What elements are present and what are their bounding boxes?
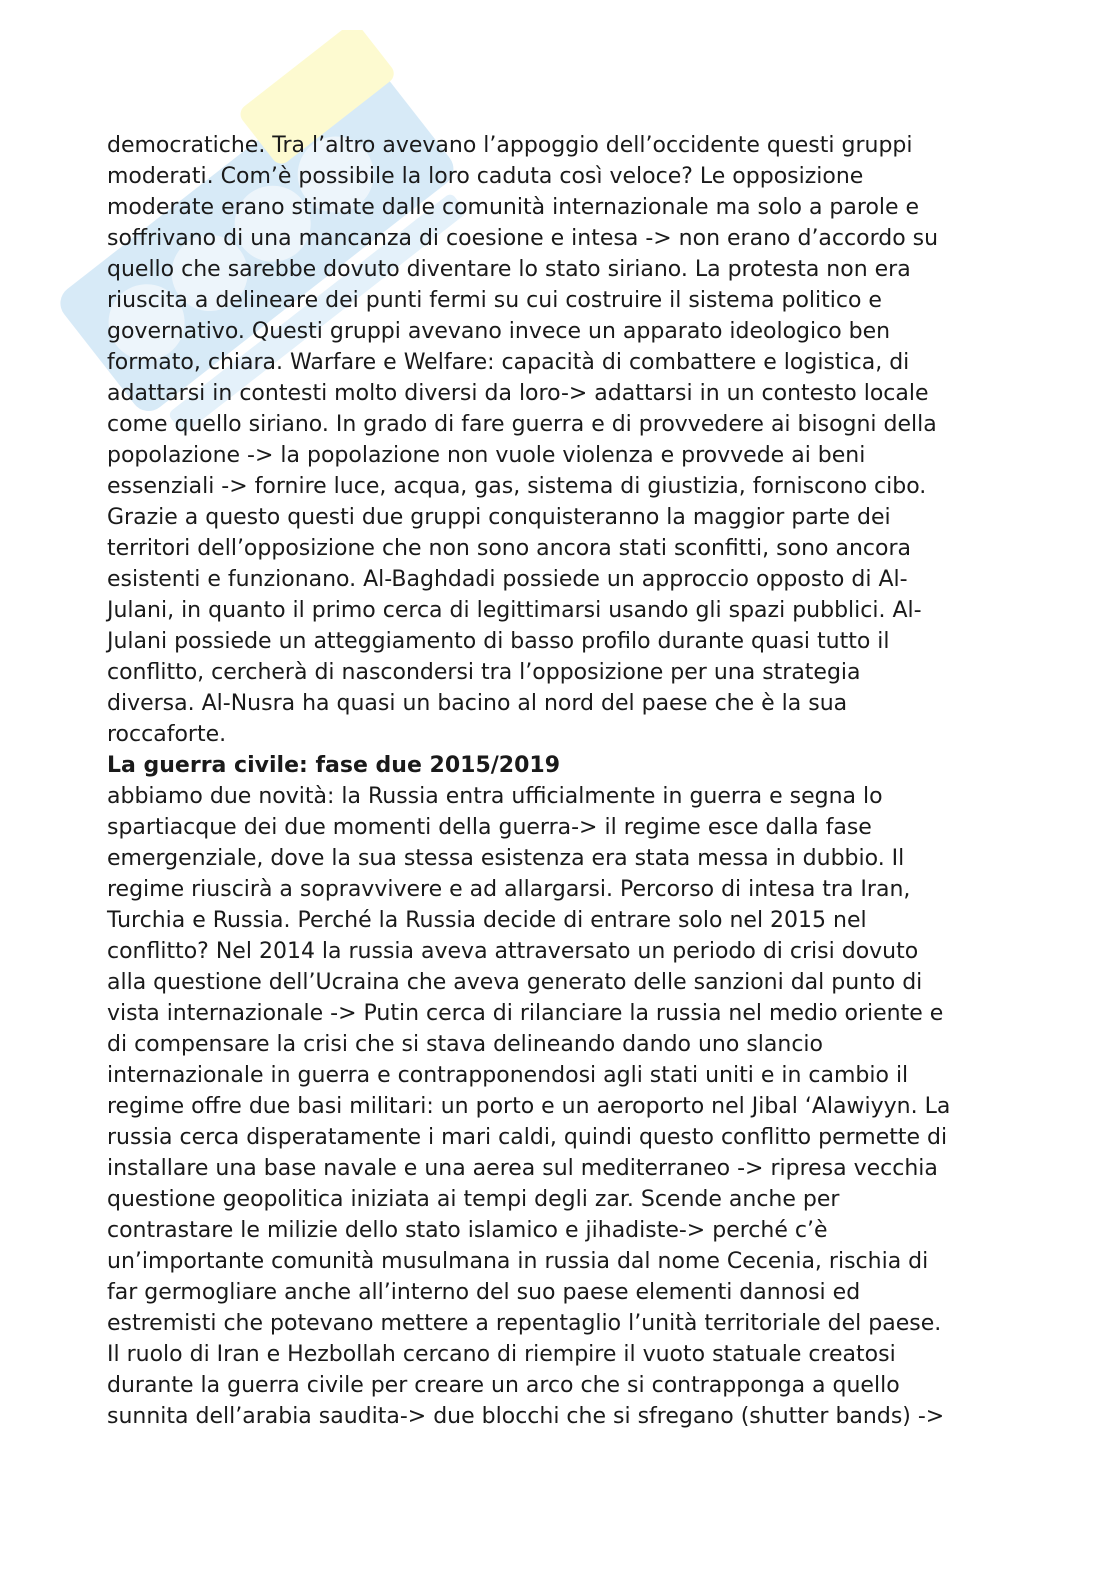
- paragraph-2: abbiamo due novità: la Russia entra ufficialmente in guerra e segna lo spartiacque dei due momenti della guerra-> il regime esce dalla fase emergenziale, dove la sua stessa esistenza era stata messa in dubbio. Il regime riuscirà a sopravvivere e ad allargarsi. Percorso di intesa tra Iran, Turchia e Russia. Perché la Russia decide di entrare solo nel 2015 nel conflitto? Nel 2014 la russia aveva attraversato un periodo di crisi dovuto alla questione dell’Ucraina che aveva generato delle sanzioni dal punto di vista internazionale -> Putin cerca di rilanciare la russia nel medio oriente e di compensare la crisi che si stava delineando dando uno slancio internazionale in guerra e contrapponendosi agli stati uniti e in cambio il regime offre due basi militari: un porto e un aeroporto nel Jibal ‘Alawiyyn. La russia cerca disperatamente i mari caldi, quindi questo conflitto permette di installare una base navale e una aerea sul mediterraneo -> ripresa vecchia questione geopolitica iniziata ai tempi degli zar. Scende anche per contrastare le milizie dello stato islamico e jihadiste-> perché c’è un’importante comunità musulmana in russia dal nome Cecenia, rischia di far germogliare anche all’interno del suo paese elementi dannosi ed estremisti che potevano mettere a repentaglio l’unità territoriale del paese. Il ruolo di Iran e Hezbollah cercano di riempire il vuoto statuale creatosi durante la guerra civile per creare un arco che si contrapponga a quello sunnita dell’arabia saudita-> due blocchi che si sfregano (shutter bands) ->: [107, 784, 951, 1429]
- section-heading: La guerra civile: fase due 2015/2019: [107, 753, 561, 778]
- paragraph-1: democratiche. Tra l’altro avevano l’appoggio dell’occidente questi gruppi moderati. Com’è possibile la loro caduta così veloce? Le opposizione moderate erano stimate dalle comunità internazionale ma solo a parole e soffrivano di una mancanza di coesione e intesa -> non erano d’accordo su quello che sarebbe dovuto diventare lo stato siriano. La protesta non era riuscita a delineare dei punti fermi su cui costruire il sistema politico e governativo. Questi gruppi avevano invece un apparato ideologico ben formato, chiara. Warfare e Welfare: capacità di combattere e logistica, di adattarsi in contesti molto diversi da loro-> adattarsi in un contesto locale come quello siriano. In grado di fare guerra e di provvedere ai bisogni della popolazione -> la popolazione non vuole violenza e provvede ai beni essenziali -> fornire luce, acqua, gas, sistema di giustizia, forniscono cibo. Grazie a questo questi due gruppi conquisteranno la maggior parte dei territori dell’opposizione che non sono ancora stati sconfitti, sono ancora esistenti e funzionano. Al-Baghdadi possiede un approccio opposto di Al- Julani, in quanto il primo cerca di legittimarsi usando gli spazi pubblici. Al- Julani possiede un atteggiamento di basso profilo durante quasi tutto il conflitto, cercherà di nascondersi tra l’opposizione per una strategia diversa. Al-Nusra ha quasi un bacino al nord del paese che è la sua roccaforte.: [107, 133, 939, 747]
- document-body: [107, 130, 1017, 1432]
